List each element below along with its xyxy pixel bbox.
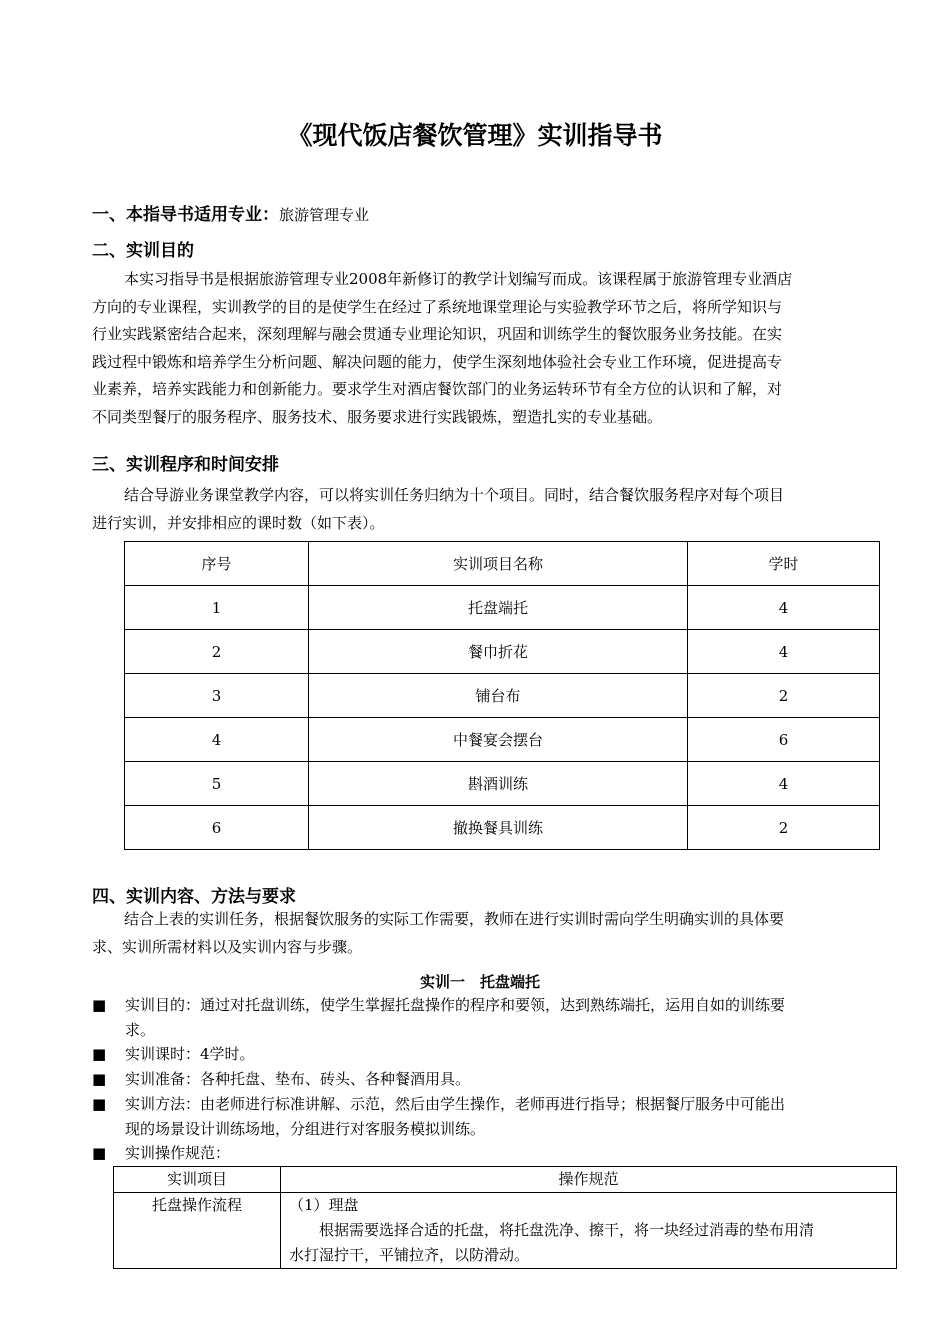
table-cell: 托盘端托 bbox=[309, 586, 688, 630]
table-cell: 6 bbox=[125, 806, 309, 850]
section-3-paragraph bbox=[92, 482, 872, 537]
table-header-row bbox=[114, 1167, 897, 1193]
table-cell: 斟酒训练 bbox=[309, 762, 688, 806]
bullet-text: 实训准备：各种托盘、垫布、砖头、各种餐酒用具。 bbox=[125, 1070, 471, 1088]
paragraph-line: 结合导游业务课堂教学内容，可以将实训任务归纳为十个项目。同时，结合餐饮服务程序对每个项目 bbox=[124, 486, 785, 504]
section-2-paragraph bbox=[92, 266, 872, 431]
table-row bbox=[114, 1193, 897, 1269]
bullet-text: 实训课时：4学时。 bbox=[125, 1045, 255, 1063]
header-cell: 实训项目名称 bbox=[309, 542, 688, 586]
table-row bbox=[125, 718, 880, 762]
table-cell: 3 bbox=[125, 674, 309, 718]
table-cell: 4 bbox=[688, 586, 880, 630]
bullet-square-icon: ■ bbox=[92, 1070, 107, 1088]
section-3-heading: 三、实训程序和时间安排 bbox=[92, 455, 279, 475]
section-1-heading bbox=[92, 200, 369, 225]
step-line: 根据需要选择合适的托盘，将托盘洗净、擦干，将一块经过消毒的垫布用清 bbox=[319, 1221, 815, 1239]
header-cell: 序号 bbox=[125, 542, 309, 586]
bullet-text: 实训方法：由老师进行标准讲解、示范，然后由学生操作，老师再进行指导；根据餐厅服务中可能出 现的场景设计训练场地，分组进行对客服务模拟训练。 bbox=[125, 1095, 786, 1138]
step-heading: （1）理盘 bbox=[289, 1196, 359, 1214]
bullet-square-icon: ■ bbox=[92, 996, 107, 1014]
header-cell: 操作规范 bbox=[281, 1167, 897, 1193]
operation-spec-table bbox=[113, 1166, 897, 1269]
section-2-heading: 二、实训目的 bbox=[92, 241, 194, 261]
table-row bbox=[125, 806, 880, 850]
table-row bbox=[125, 630, 880, 674]
subsection-title: 实训一 托盘端托 bbox=[419, 973, 540, 991]
table-header-row bbox=[125, 542, 880, 586]
paragraph-line: 行业实践紧密结合起来，深刻理解与融会贯通专业理论知识，巩固和训练学生的餐饮服务业务技能。在实 bbox=[92, 325, 783, 343]
bullet-square-icon: ■ bbox=[92, 1095, 107, 1113]
document-title: 《现代饭店餐饮管理》实训指导书 bbox=[287, 121, 663, 150]
bullet-square-icon: ■ bbox=[92, 1045, 107, 1063]
paragraph-line: 结合上表的实训任务，根据餐饮服务的实际工作需要，教师在进行实训时需向学生明确实训的具体要 bbox=[124, 910, 785, 928]
paragraph-line: 进行实训，并安排相应的课时数（如下表）。 bbox=[92, 513, 385, 532]
table-cell: 铺台布 bbox=[309, 674, 688, 718]
table-cell: 4 bbox=[125, 718, 309, 762]
paragraph-line: 方向的专业课程，实训教学的目的是使学生在经过了系统地课堂理论与实验教学环节之后，将所学知识与 bbox=[92, 297, 783, 316]
schedule-table bbox=[124, 541, 880, 850]
bullet-text: 实训目的：通过对托盘训练，使学生掌握托盘操作的程序和要领，达到熟练端托，运用自如的训练要 求。 bbox=[125, 996, 786, 1039]
table-cell: 4 bbox=[688, 630, 880, 674]
table-row bbox=[125, 586, 880, 630]
paragraph-line: 业素养，培养实践能力和创新能力。要求学生对酒店餐饮部门的业务运转环节有全方位的认识和了解，对 bbox=[92, 380, 783, 398]
table-cell: 中餐宴会摆台 bbox=[309, 718, 688, 762]
section-1-label: 一、本指导书适用专业： bbox=[92, 205, 279, 225]
paragraph-line: 践过程中锻炼和培养学生分析问题、解决问题的能力，使学生深刻地体验社会专业工作环境，促进提高专 bbox=[92, 352, 783, 371]
header-cell: 学时 bbox=[688, 542, 880, 586]
table-cell: 撤换餐具训练 bbox=[309, 806, 688, 850]
header-cell: 实训项目 bbox=[114, 1167, 281, 1193]
table-cell: 6 bbox=[688, 718, 880, 762]
table-row bbox=[125, 674, 880, 718]
paragraph-line: 本实习指导书是根据旅游管理专业2008年新修订的教学计划编写而成。该课程属于旅游管理专业酒店 bbox=[124, 270, 793, 288]
table-cell: 1 bbox=[125, 586, 309, 630]
table-cell: 托盘操作流程 bbox=[114, 1193, 281, 1269]
section-4-paragraph bbox=[92, 906, 872, 961]
table-row bbox=[125, 762, 880, 806]
table-cell: 4 bbox=[688, 762, 880, 806]
table-cell: 2 bbox=[688, 806, 880, 850]
section-1-value: 旅游管理专业 bbox=[279, 206, 370, 224]
bullet-text: 实训操作规范： bbox=[125, 1144, 231, 1162]
table-cell: 2 bbox=[688, 674, 880, 718]
table-cell: 2 bbox=[125, 630, 309, 674]
section-4-heading: 四、实训内容、方法与要求 bbox=[92, 887, 296, 907]
table-cell: 5 bbox=[125, 762, 309, 806]
bullet-square-icon: ■ bbox=[92, 1144, 107, 1162]
paragraph-line: 不同类型餐厅的服务程序、服务技术、服务要求进行实践锻炼，塑造扎实的专业基础。 bbox=[92, 407, 663, 426]
paragraph-line: 求、实训所需材料以及实训内容与步骤。 bbox=[92, 937, 363, 956]
table-cell: 餐巾折花 bbox=[309, 630, 688, 674]
table-cell bbox=[281, 1193, 897, 1269]
step-line: 水打湿拧干，平铺拉齐，以防滑动。 bbox=[289, 1246, 530, 1264]
